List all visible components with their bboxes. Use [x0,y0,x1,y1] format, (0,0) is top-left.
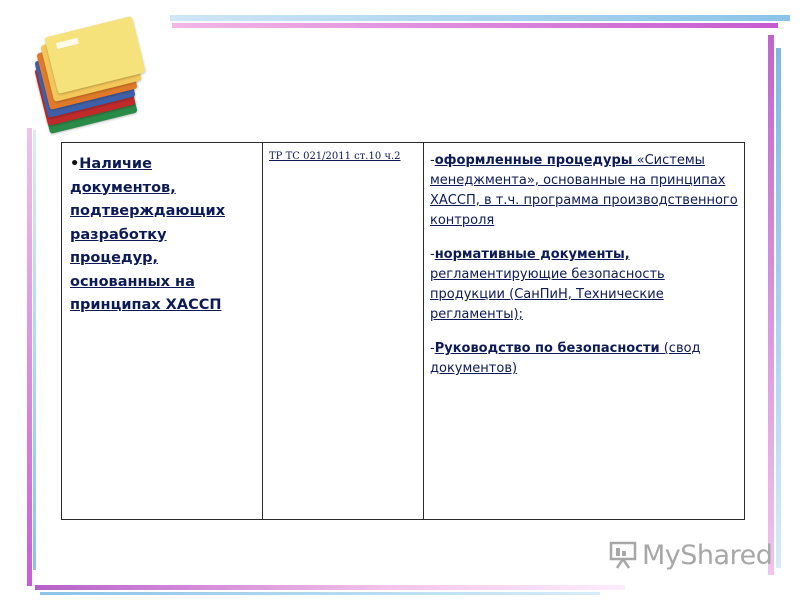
list-item [430,245,738,325]
list-item-bold: оформленные процедуры [434,153,633,168]
documents-cell [424,143,745,520]
bottom-accent-bar-blue [40,592,600,595]
requirement-text: Наличие документов, подтверждающих разработку процедур, основанных на принципах ХАССП [70,156,226,313]
watermark-text: MyShared [642,540,773,571]
list-item-text: (свод документов) [430,341,701,376]
list-dash: - [430,153,435,168]
myshared-watermark [608,538,773,574]
right-accent-bar-pink [768,35,774,575]
table-row [62,143,745,520]
list-item-bold: Руководство по безопасности [434,341,660,356]
bullet-marker: • [70,156,80,172]
list-item-text: регламентирующие безопасность продукции (СанПиН, Технические регламенты); [430,267,665,322]
list-item-text: «Системы менеджмента», основанные на принципах ХАССП, в т.ч. программа производственного контроля [430,153,738,228]
presentation-board-icon [608,540,638,570]
left-accent-bar-pink [27,128,32,586]
requirement-cell [62,143,263,520]
right-accent-bar-blue [776,48,781,568]
regulation-reference: ТР ТС 021/2011 ст.10 ч.2 [269,151,401,162]
card-label-stripe [56,38,79,49]
list-dash: - [430,247,435,262]
bottom-accent-bar-pink [35,585,625,590]
left-accent-bar-blue [33,130,36,570]
list-dash: - [430,341,435,356]
card-stack-decoration [28,20,168,130]
top-accent-bar-pink [172,23,778,28]
requirements-table [61,142,745,520]
list-item [430,151,738,231]
top-accent-bar-blue [170,15,790,21]
list-item-bold: нормативные документы, [434,247,630,262]
reference-cell [263,143,424,520]
list-item [430,339,738,379]
